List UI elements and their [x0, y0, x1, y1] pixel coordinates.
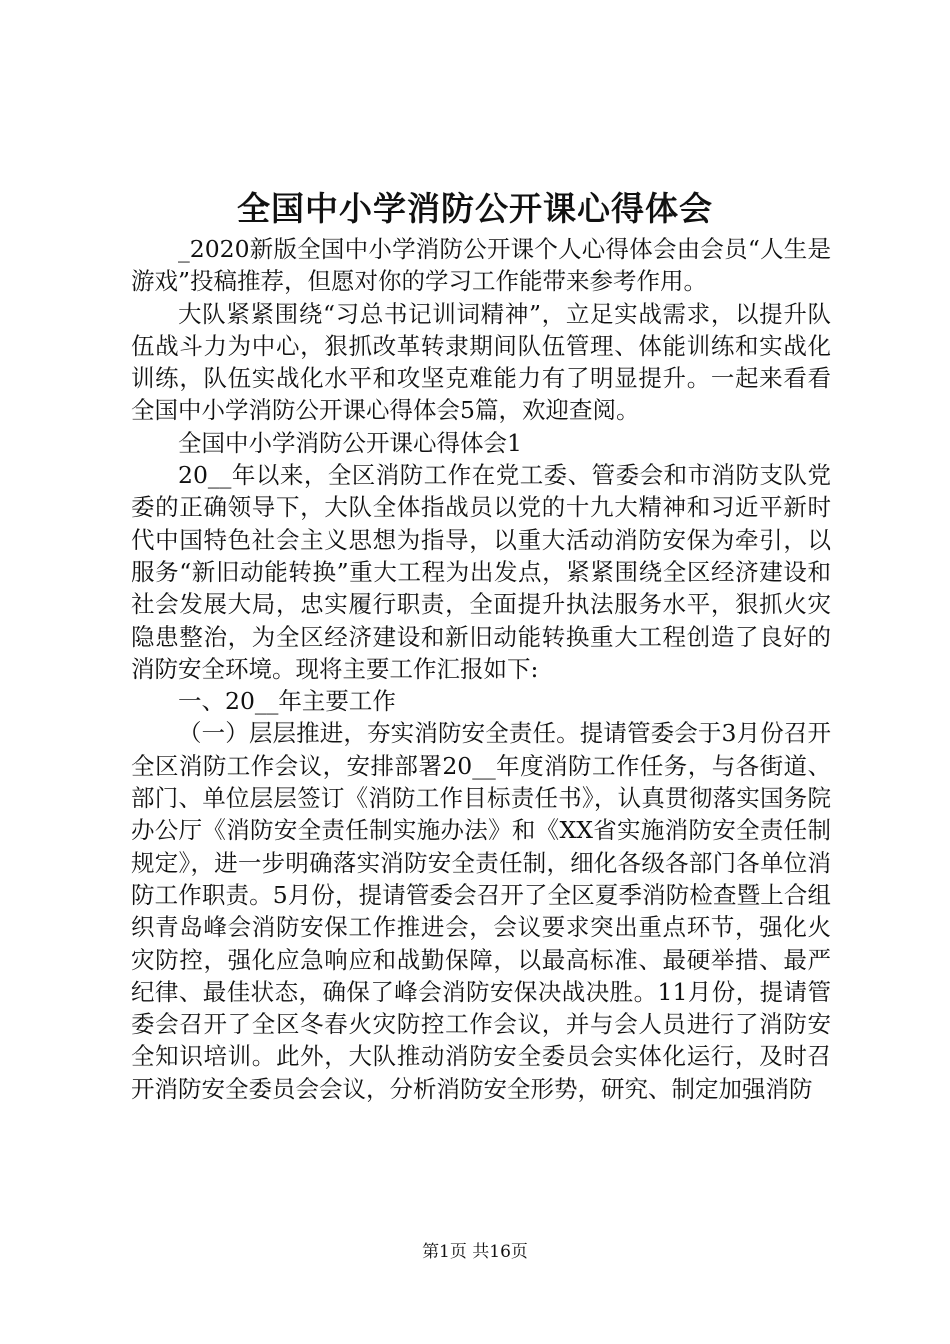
page-footer: 第1页 共16页: [422, 1242, 528, 1262]
body-paragraph: 20__年以来，全区消防工作在党工委、管委会和市消防支队党委的正确领导下，大队全体指战员以党的十九大精神和习近平新时代中国特色社会主义思想为指导，以重大活动消防安保为牵引，以服务“新旧动能转换”重大工程为出发点，紧紧围绕全区经济建设和社会发展大局，忠实履行职责，全面提升执法服务水平，狠抓火灾隐患整治，为全区经济建设和新旧动能转换重大工程创造了良好的消防安全环境。现将主要工作汇报如下:: [131, 461, 831, 683]
subsection-heading: 一、20__年主要工作: [178, 687, 396, 716]
document-title: 全国中小学消防公开课心得体会: [237, 189, 713, 228]
intro-paragraph: _2020新版全国中小学消防公开课个人心得体会由会员“人生是游戏”投稿推荐，但愿对你的学习工作能带来参考作用。: [131, 235, 831, 296]
section-heading: 全国中小学消防公开课心得体会1: [178, 428, 522, 457]
summary-paragraph: 大队紧紧围绕“习总书记训词精神”，立足实战需求，以提升队伍战斗力为中心，狠抓改革转隶期间队伍管理、体能训练和实战化训练，队伍实战化水平和攻坚克难能力有了明显提升。一起来看看全国中小学消防公开课心得体会5篇，欢迎查阅。: [131, 299, 831, 425]
body-paragraph: （一）层层推进，夯实消防安全责任。提请管委会于3月份召开全区消防工作会议，安排部署20__年度消防工作任务，与各街道、部门、单位层层签订《消防工作目标责任书》，认真贯彻落实国务院办公厅《消防安全责任制实施办法》和《XX省实施消防安全责任制规定》，进一步明确落实消防安全责任制，细化各级各部门各单位消防工作职责。5月份，提请管委会召开了全区夏季消防检查暨上合组织青岛峰会消防安保工作推进会，会议要求突出重点环节，强化火灾防控，强化应急响应和战勤保障，以最高标准、最硬举措、最严纪律、最佳状态，确保了峰会消防安保决战决胜。11月份，提请管委会召开了全区冬春火灾防控工作会议，并与会人员进行了消防安全知识培训。此外，大队推动消防安全委员会实体化运行，及时召开消防安全委员会会议，分析消防安全形势，研究、制定加强消防: [131, 719, 831, 1103]
document-body: [131, 233, 831, 1105]
